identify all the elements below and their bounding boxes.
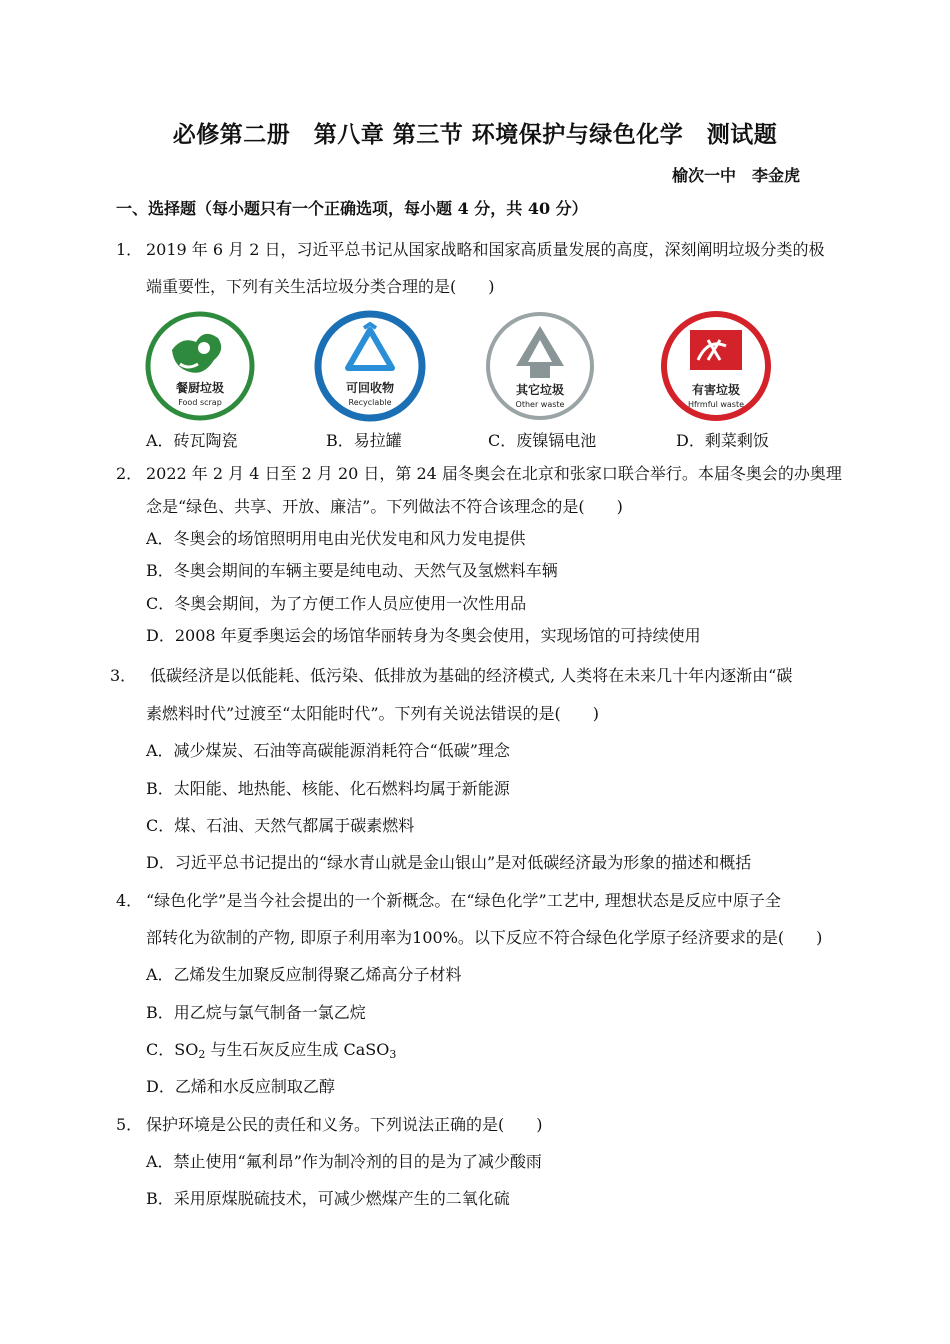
option-d: D．乙烯和水反应制取乙醇: [146, 1077, 335, 1096]
food-waste-icon: [144, 310, 256, 422]
option-b: B．太阳能、地热能、核能、化石燃料均属于新能源: [146, 779, 510, 798]
harmful-waste-logo: [660, 310, 772, 422]
harmful-waste-icon: [660, 310, 772, 422]
question-number: 5．: [116, 1115, 143, 1134]
question-3-text: 低碳经济是以低能耗、低污染、低排放为基础的经济模式, 人类将在未来几十年内逐渐由“碳: [150, 666, 793, 685]
food-scrap-logo: [144, 310, 256, 422]
other-waste-logo: [484, 310, 596, 422]
option-b: B．采用原煤脱硫技术，可减少燃煤产生的二氧化硫: [146, 1189, 510, 1208]
question-1-text: 2019 年 6 月 2 日，习近平总书记从国家战略和国家高质量发展的高度，深刻阐明垃圾分类的极: [146, 240, 825, 259]
option-b: B．易拉罐: [326, 431, 402, 450]
option-b: B．用乙烷与氯气制备一氯乙烷: [146, 1003, 366, 1022]
other-waste-icon: [484, 310, 596, 422]
question-number: 4．: [116, 891, 143, 910]
option-c: [146, 1037, 396, 1061]
option-c: C．煤、石油、天然气都属于碳素燃料: [146, 816, 415, 835]
option-a: A．砖瓦陶瓷: [146, 431, 238, 450]
question-number: 2．: [116, 464, 143, 483]
logo-cn-label: 其它垃圾: [515, 383, 565, 397]
option-a: A．乙烯发生加聚反应制得聚乙烯高分子材料: [146, 965, 462, 984]
question-1-text-cont: 端重要性，下列有关生活垃圾分类合理的是( ): [146, 277, 495, 296]
question-number: 3．: [110, 666, 137, 685]
logo-cn-label: 有害垃圾: [691, 383, 741, 397]
subscript: 3: [389, 1048, 397, 1061]
option-d: D．习近平总书记提出的“绿水青山就是金山银山”是对低碳经济最为形象的描述和概括: [146, 853, 752, 872]
section-heading: 一、选择题（每小题只有一个正确选项，每小题 4 分，共 40 分）: [116, 199, 588, 218]
option-b: B．冬奥会期间的车辆主要是纯电动、天然气及氢燃料车辆: [146, 561, 558, 580]
logo-cn-label: 可回收物: [345, 381, 395, 395]
option-d: D．2008 年夏季奥运会的场馆华丽转身为冬奥会使用，实现场馆的可持续使用: [146, 626, 701, 645]
question-number: 1．: [116, 240, 143, 259]
question-4-text: “绿色化学”是当今社会提出的一个新概念。在“绿色化学”工艺中, 理想状态是反应中原子全: [146, 891, 781, 910]
logo-en-label: Recyclable: [348, 398, 392, 407]
option-a: A．冬奥会的场馆照明用电由光伏发电和风力发电提供: [146, 529, 526, 548]
recyclable-logo: [314, 310, 426, 422]
option-c-middle: 与生石灰反应生成 CaSO: [205, 1040, 390, 1059]
question-2-text-cont: 念是“绿色、共享、开放、廉洁”。下列做法不符合该理念的是( ): [146, 497, 623, 516]
option-a: A．减少煤炭、石油等高碳能源消耗符合“低碳”理念: [146, 741, 510, 760]
question-5-text: 保护环境是公民的责任和义务。下列说法正确的是( ): [146, 1115, 543, 1134]
option-c: C．冬奥会期间，为了方便工作人员应使用一次性用品: [146, 594, 527, 613]
logo-en-label: Hfrmful waste: [687, 400, 745, 409]
option-c-prefix: C．SO: [146, 1040, 199, 1059]
option-c: C．废镍镉电池: [488, 431, 597, 450]
question-4-text-cont: 部转化为欲制的产物, 即原子利用率为100%。以下反应不符合绿色化学原子经济要求的是( ): [146, 928, 823, 947]
recycle-icon: [314, 310, 426, 422]
page-title: 必修第二册 第八章 第三节 环境保护与绿色化学 测试题: [172, 121, 778, 148]
logo-en-label: Food scrap: [178, 398, 222, 407]
subscript: 2: [198, 1048, 206, 1061]
question-2-text: 2022 年 2 月 4 日至 2 月 20 日，第 24 届冬奥会在北京和张家口联合举行。本届冬奥会的办奥理: [146, 464, 842, 483]
logo-cn-label: 餐厨垃圾: [175, 381, 225, 395]
waste-sorting-logos: [140, 310, 840, 422]
option-a: A．禁止使用“氟利昂”作为制冷剂的目的是为了减少酸雨: [146, 1152, 542, 1171]
author-line: 榆次一中 李金虎: [671, 166, 800, 185]
question-3-text-cont: 素燃料时代”过渡至“太阳能时代”。下列有关说法错误的是( ): [146, 704, 600, 723]
logo-en-label: Other waste: [515, 400, 565, 409]
option-d: D．剩菜剩饭: [676, 431, 769, 450]
